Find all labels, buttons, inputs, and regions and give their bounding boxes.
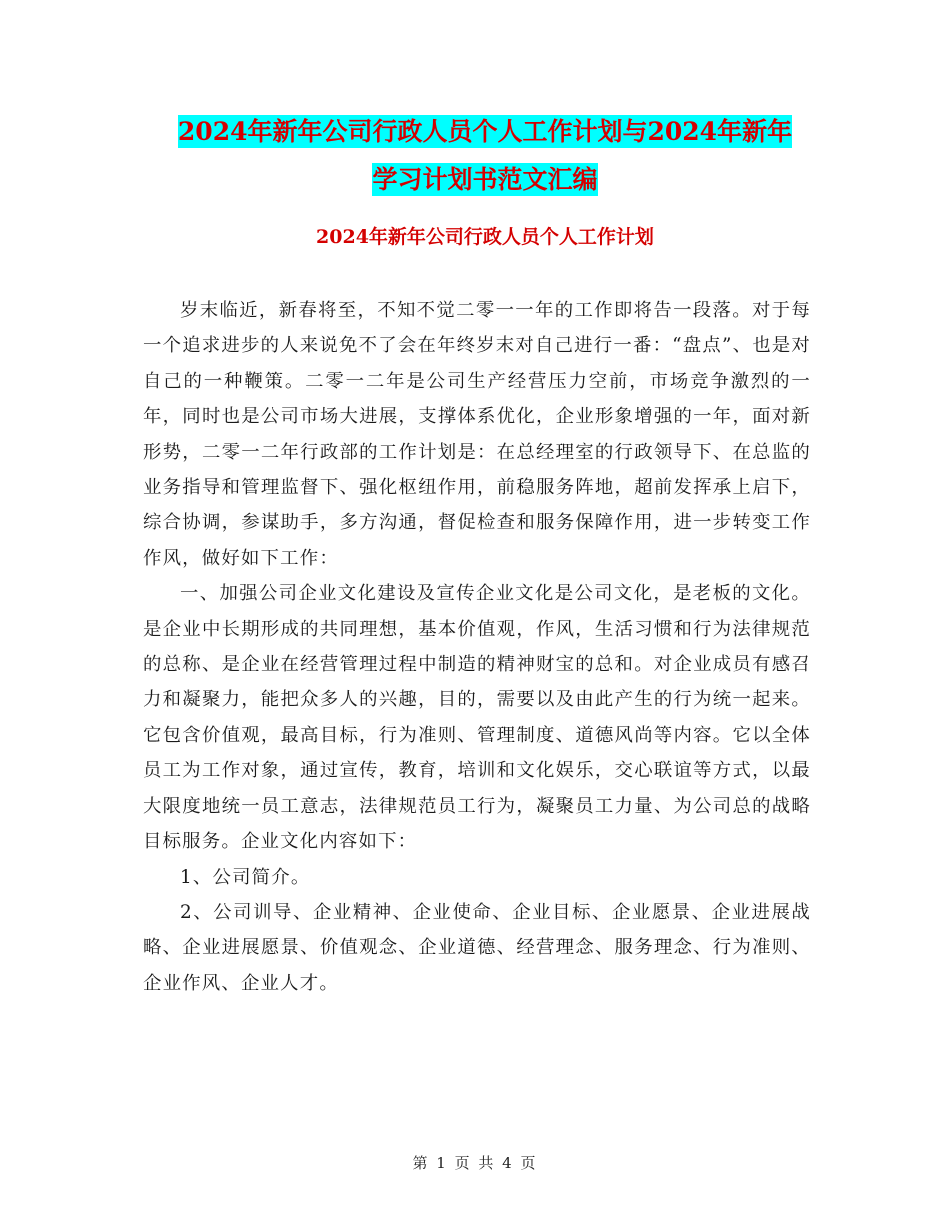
paragraph: 1、公司简介。 [180,866,311,888]
body-text [143,293,811,1001]
paragraph: 一、加强公司企业文化建设及宣传企业文化是公司文化，是老板的文化。是企业中长期形成的共同理想，基本价值观，作风，生活习惯和行为法律规范的总称、是企业在经营管理过程中制造的精神财宝的总和。对企业成员有感召力和凝聚力，能把众多人的兴趣，目的，需要以及由此产生的行为统一起来。它包含价值观，最高目标，行为准则、管理制度、道德风尚等内容。它以全体员工为工作对象，通过宣传，教育，培训和文化娱乐，交心联谊等方式，以最大限度地统一员工意志，法律规范员工行为，凝聚员工力量、为公司总的战略目标服务。企业文化内容如下： [143,583,811,853]
document-title [140,108,830,204]
section-title: 2024年新年公司行政人员个人工作计划 [316,226,654,248]
paragraph: 岁末临近，新春将至，不知不觉二零一一年的工作即将告一段落。对于每一个追求进步的人来说免不了会在年终岁末对自己进行一番：“盘点”、也是对自己的一种鞭策。二零一二年是公司生产经营压力空前，市场竞争激烈的一年，同时也是公司市场大进展，支撑体系优化，企业形象增强的一年，面对新形势，二零一二年行政部的工作计划是：在总经理室的行政领导下、在总监的业务指导和管理监督下、强化枢纽作用，前稳服务阵地，超前发挥承上启下，综合协调，参谋助手，多方沟通，督促检查和服务保障作用，进一步转变工作作风，做好如下工作： [143,300,811,569]
paragraph: 2、公司训导、企业精神、企业使命、企业目标、企业愿景、企业进展战略、企业进展愿景、价值观念、企业道德、经营理念、服务理念、行为准则、企业作风、企业人才。 [143,901,811,994]
page-footer: 第 1 页 共 4 页 [412,1154,538,1172]
title-line-2: 学习计划书范文汇编 [372,165,598,194]
title-line-1: 2024年新年公司行政人员个人工作计划与2024年新年 [177,117,793,146]
